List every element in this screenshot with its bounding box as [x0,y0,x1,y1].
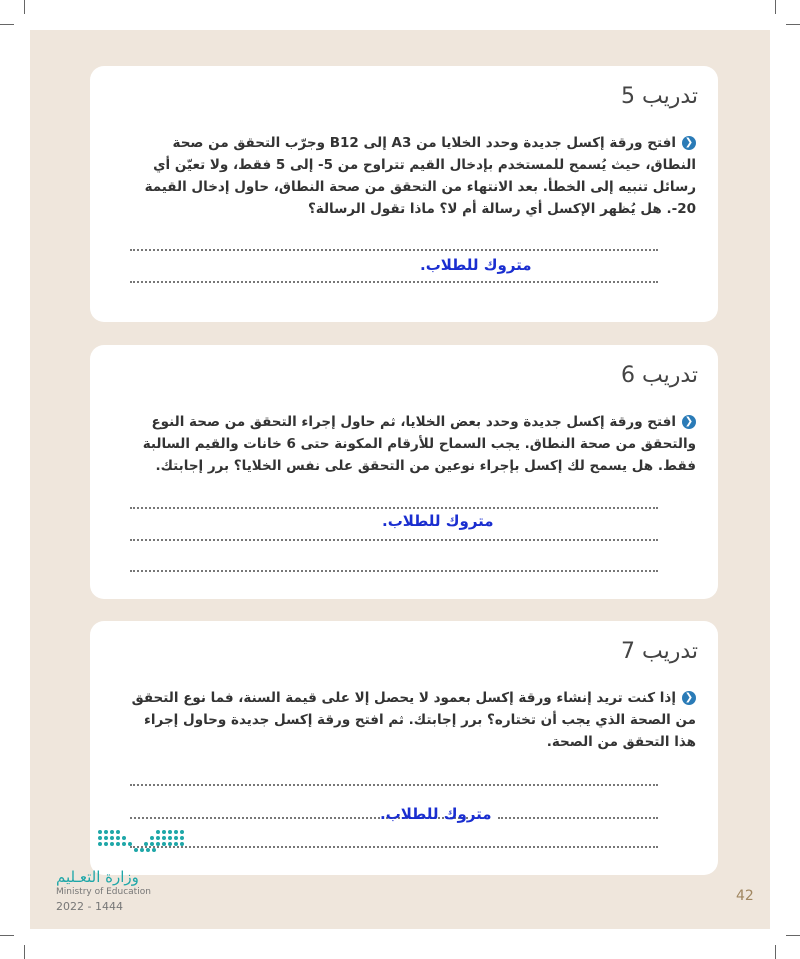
answer-line[interactable] [498,817,658,819]
question-text: إذا كنت تريد إنشاء ورقة إكسل بعمود لا يحصل إلا على قيمة السنة، فما نوع التحقق من الصحة الذي يجب أن تختاره؟ برر إجابتك. ثم افتح ورقة إكسل جديدة وحاول إجراء هذا التحقق من الصحة. [131,690,696,750]
answer-line[interactable] [130,784,658,786]
exercise-title: تدريب 7 [620,639,698,664]
answer-text: متروك للطلاب. [380,805,492,823]
crop-mark [786,935,800,936]
answer-line[interactable] [130,539,658,541]
question-text: افتح ورقة إكسل جديدة وحدد بعض الخلايا، ثم حاول إجراء التحقق من صحة النوع والتحقق من صحة النطاق. يجب السماح للأرقام المكونة حتى 6 خانات والقيم السالبة فقط. هل يسمح لك إكسل بإجراء نوعين من التحقق على نفس الخلايا؟ برر إجابتك. [142,414,696,474]
crop-mark [24,0,25,14]
ministry-logo-icon [94,828,194,862]
crop-mark [0,24,14,25]
crop-mark [0,935,14,936]
answer-line[interactable] [130,846,658,848]
ministry-name-english: Ministry of Education [56,887,151,897]
chevron-left-icon: ❮ [682,415,696,429]
exercise-card-5 [90,66,718,322]
exercise-question [118,411,696,477]
crop-mark [775,945,776,959]
exercise-question [118,132,696,220]
answer-text: متروك للطلاب. [382,512,494,530]
page-number: 42 [736,888,754,904]
crop-mark [24,945,25,959]
exercise-card-6 [90,345,718,599]
answer-line[interactable] [130,281,658,283]
answer-line[interactable] [130,507,658,509]
question-text: افتح ورقة إكسل جديدة وحدد الخلايا من A3 إلى B12 وجرّب التحقق من صحة النطاق، حيث يُسمح للمستخدم بإدخال القيم تتراوح من 5- إلى 5 فقط، ولا تعيّن أي رسائل تنبيه إلى الخطأ. بعد الانتهاء من التحقق من صحة النطاق، حاول إدخال القيمة 20-. هل يُظهر الإكسل أي رسالة أم لا؟ ماذا تقول الرسالة؟ [144,135,696,217]
exercise-title: تدريب 6 [620,363,698,388]
exercise-title: تدريب 5 [620,84,698,109]
chevron-left-icon: ❮ [682,691,696,705]
answer-text: متروك للطلاب. [420,256,532,274]
chevron-left-icon: ❮ [682,136,696,150]
crop-mark [775,0,776,14]
edition-year: 2022 - 1444 [56,900,123,913]
exercise-question [118,687,696,753]
answer-line[interactable] [130,570,658,572]
answer-line[interactable] [130,249,658,251]
ministry-name-arabic: وزارة التعـليم [56,868,139,886]
crop-mark [786,24,800,25]
